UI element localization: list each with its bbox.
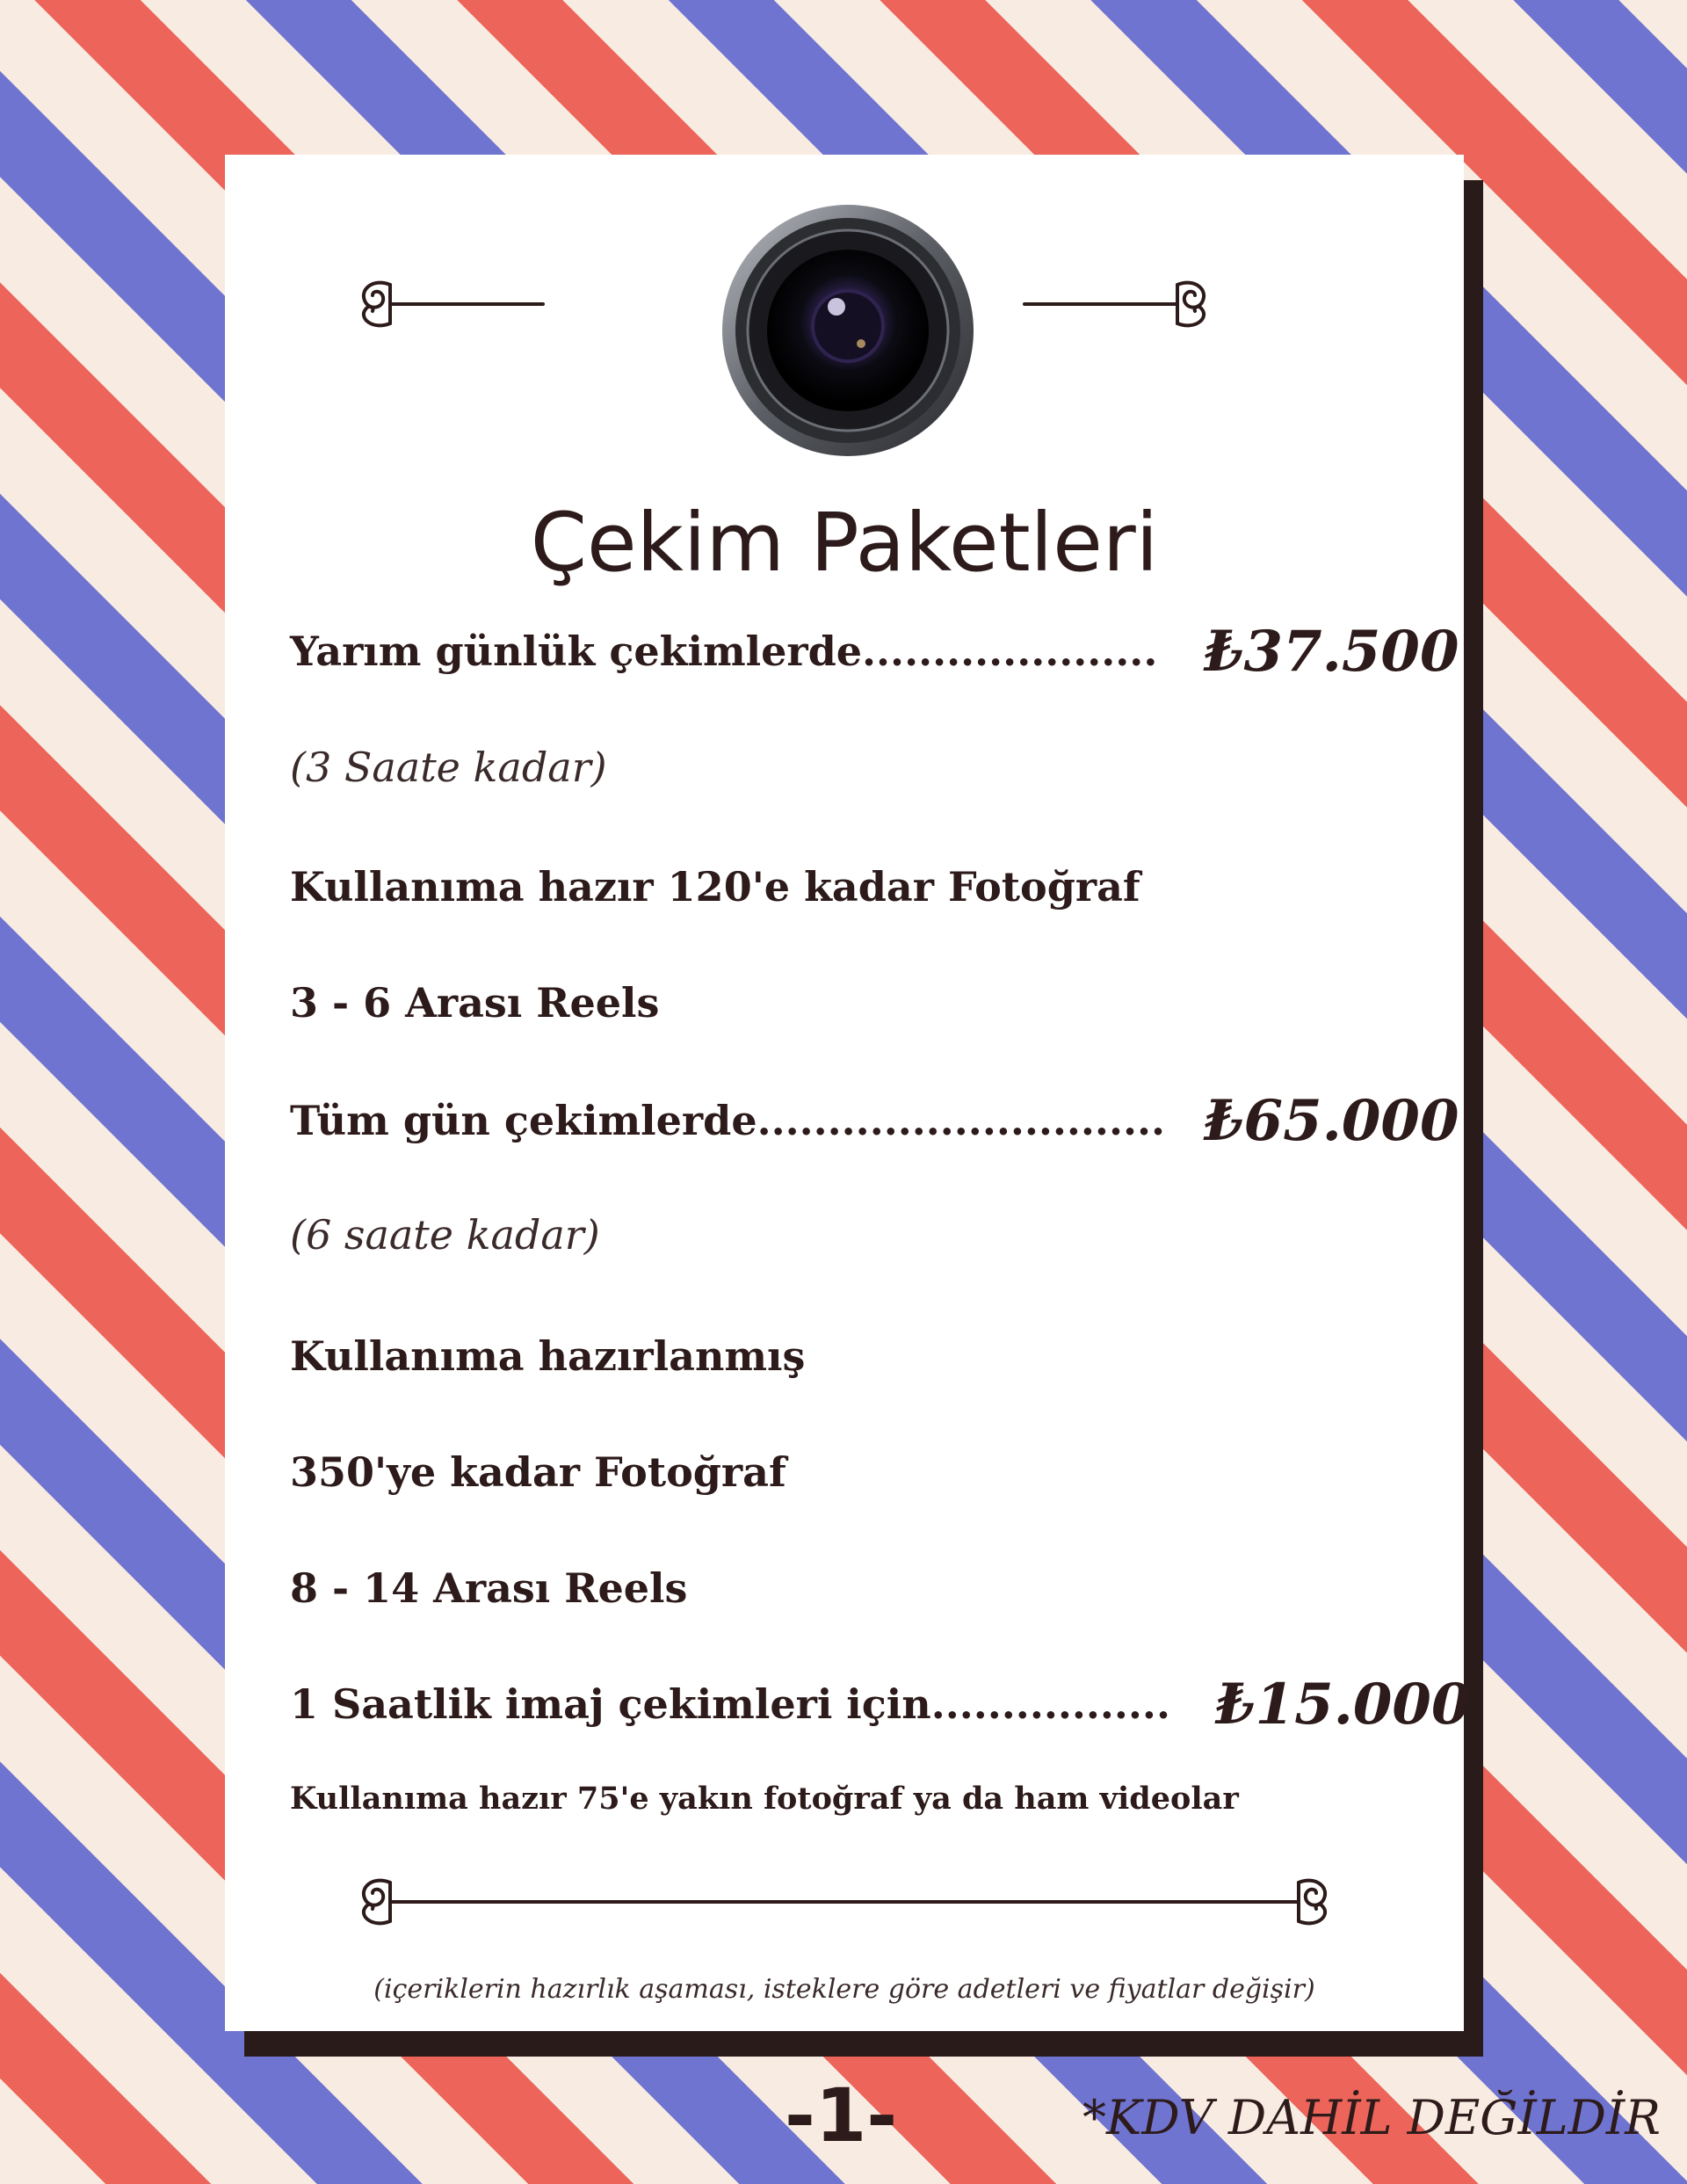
price-card	[225, 155, 1471, 2031]
half-day-reels: 3 - 6 Arası Reels	[290, 979, 660, 1027]
full-day-price: ₺65.000	[1205, 1088, 1459, 1154]
vat-note: *KDV DAHİL DEĞİLDİR	[1082, 2090, 1661, 2145]
half-day-price: ₺37.500	[1205, 619, 1459, 685]
hourly-price: ₺15.000	[1216, 1672, 1471, 1738]
full-day-photos-line2: 350'ye kadar Fotoğraf	[290, 1448, 786, 1496]
footnote: (içeriklerin hazırlık aşaması, isteklere göre adetleri ve fiyatlar değişir)	[373, 1974, 1315, 2005]
hourly-details: Kullanıma hazır 75'e yakın fotoğraf ya da ham videolar	[290, 1781, 1239, 1817]
half-day-photos: Kullanıma hazır 120'e kadar Fotoğraf	[290, 863, 1140, 911]
half-day-package-row	[290, 628, 1157, 675]
full-day-photos-line1: Kullanıma hazırlanmış	[290, 1332, 806, 1380]
hourly-package-row	[290, 1680, 1170, 1728]
bottom-flourish-divider-icon	[355, 1867, 1334, 1937]
half-day-label: Yarım günlük çekimlerde.....................	[290, 628, 1158, 675]
top-left-flourish-icon	[355, 269, 548, 339]
top-right-flourish-icon	[1019, 269, 1213, 339]
full-day-duration: (6 saate kadar)	[290, 1211, 600, 1259]
page-title: Çekim Paketleri	[530, 496, 1159, 590]
camera-lens-icon	[720, 203, 975, 458]
full-day-package-row	[290, 1097, 1165, 1144]
full-day-reels: 8 - 14 Arası Reels	[290, 1564, 688, 1612]
page-number: -1-	[785, 2072, 898, 2159]
full-day-label: Tüm gün çekimlerde.............................	[290, 1097, 1166, 1144]
half-day-duration: (3 Saate kadar)	[290, 744, 607, 791]
hourly-label: 1 Saatlik imaj çekimleri için.................	[290, 1680, 1170, 1728]
